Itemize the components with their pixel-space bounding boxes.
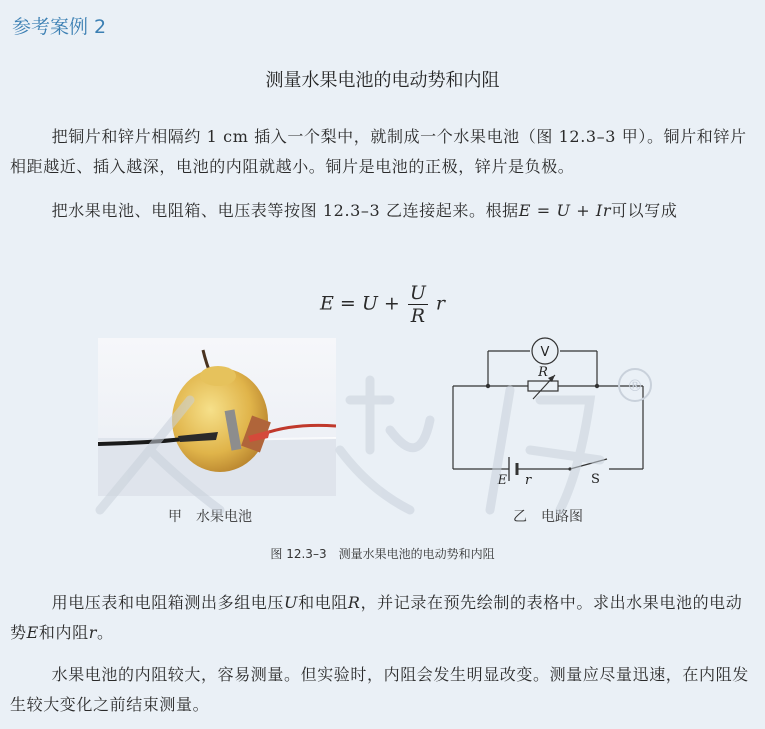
pear-illustration bbox=[98, 338, 336, 496]
fruit-battery-photo bbox=[98, 338, 336, 496]
internal-resistance-label: r bbox=[525, 473, 532, 487]
formula-fraction bbox=[408, 282, 428, 327]
paragraph-2 bbox=[10, 196, 755, 226]
registered-mark: ® bbox=[627, 376, 643, 395]
paragraph-3 bbox=[10, 588, 755, 648]
resistor-box-symbol bbox=[528, 381, 558, 391]
switch-label: S bbox=[591, 472, 600, 487]
formula-left: E = U + bbox=[319, 292, 400, 315]
paragraph-1: 把铜片和锌片相隔约 1 cm 插入一个梨中，就制成一个水果电池（图 12.3–3 甲）。铜片和锌片相距越近、插入越深，电池的内阻就越小。铜片是电池的正极，锌片是负极。 bbox=[10, 127, 747, 176]
figure-caption: 图 12.3–3 测量水果电池的电动势和内阻 bbox=[270, 547, 495, 561]
var-r: r bbox=[88, 623, 97, 642]
circuit-diagram bbox=[445, 337, 655, 487]
circuit-caption: 乙 电路图 bbox=[513, 509, 583, 525]
paragraph-3-text-e: 。 bbox=[96, 623, 114, 642]
paragraph-3-text-d: 和内阻 bbox=[38, 623, 89, 642]
photo-caption: 甲 水果电池 bbox=[168, 509, 252, 525]
var-U: U bbox=[284, 593, 299, 612]
resistor-label: R bbox=[538, 365, 548, 380]
paragraph-3-text-c: ，并记录在预先绘制的表格中。求出水果电池的电动势 bbox=[10, 593, 743, 642]
page-title: 测量水果电池的电动势和内阻 bbox=[265, 70, 500, 91]
formula-numerator: U bbox=[409, 282, 426, 304]
var-E: E bbox=[26, 623, 39, 642]
paragraph-2-text-a: 把水果电池、电阻箱、电压表等按图 12.3–3 乙连接起来。根据 bbox=[51, 201, 519, 220]
inline-formula: E = U + Ir bbox=[518, 201, 612, 220]
formula-denominator: R bbox=[410, 305, 426, 327]
paragraph-2-text-b: 可以写成 bbox=[611, 201, 678, 220]
formula-right: r bbox=[435, 292, 446, 315]
paragraph-4: 水果电池的内阻较大，容易测量。但实验时，内阻会发生明显改变。测量应尽量迅速，在内阻发生较大变化之前结束测量。 bbox=[10, 665, 749, 714]
emf-label: E bbox=[497, 473, 507, 487]
var-R: R bbox=[347, 593, 361, 612]
main-formula bbox=[0, 282, 765, 327]
voltmeter-label: V bbox=[540, 345, 550, 360]
paragraph-3-text-a: 用电压表和电阻箱测出多组电压 bbox=[51, 593, 284, 612]
paragraph-3-text-b: 和电阻 bbox=[298, 593, 348, 612]
section-header: 参考案例 2 bbox=[12, 16, 107, 38]
